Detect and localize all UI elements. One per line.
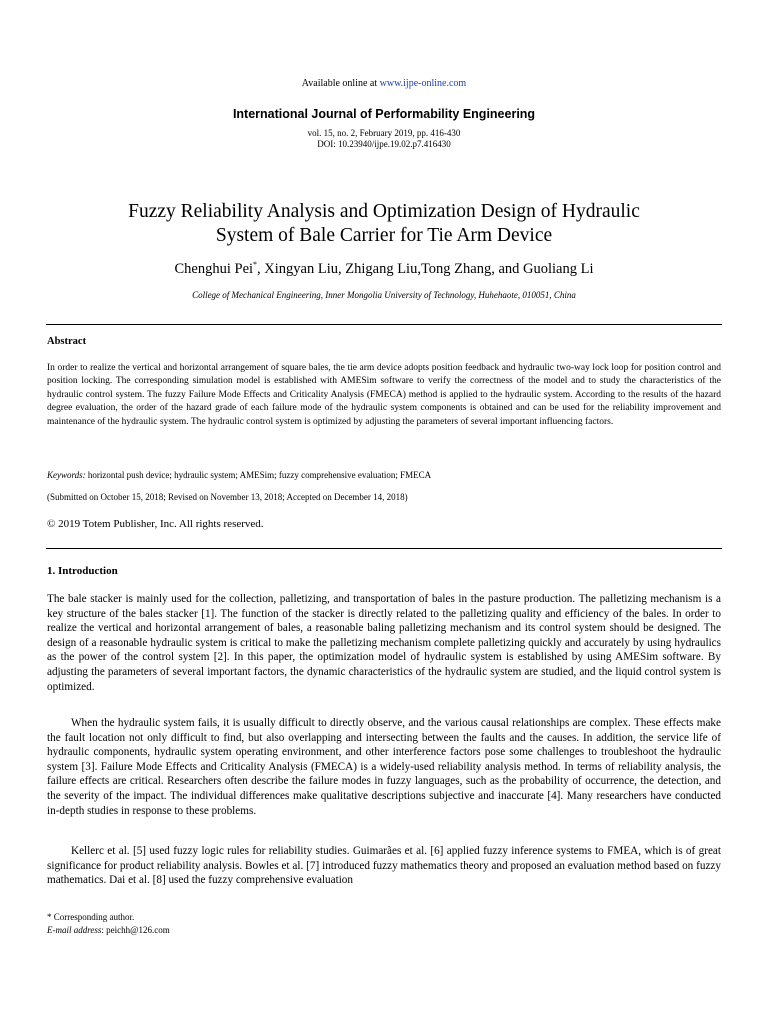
other-authors: , Xingyan Liu, Zhigang Liu,Tong Zhang, and Guoliang Li bbox=[257, 261, 594, 277]
intro-paragraph-3: Kellerc et al. [5] used fuzzy logic rules for reliability studies. Guimarães et al. [6] applied fuzzy inference systems to FMEA, which is of great significance for product reliability analysis. Bowles et al. [7] introduced fuzzy mathematics theory and proposed an evaluation method based on fuzzy mathematics. Dai et al. [8] used the fuzzy comprehensive evaluation bbox=[47, 845, 721, 887]
author-list bbox=[0, 260, 768, 278]
corresponding-author-note: * Corresponding author. bbox=[47, 912, 135, 922]
intro-paragraph-2: When the hydraulic system fails, it is usually difficult to directly observe, and the various causal relationships are complex. These effects make the fault location not only difficult to find, but also overlapping and intersecting between the faults and the causes. In addition, the service life of hydraulic components, hydraulic system operating environment, and other interference factors pose some challenges to troubleshoot the hydraulic system [3]. Failure Mode Effects and Criticality Analysis (FMECA) is a widely-used reliability analysis method. In terms of reliability analysis, the failure effects are critical. Researchers often describe the failure modes in fuzzy languages, such as the probability of occurrence, the detection, and the severity of the impact. The individual differences make qualitative descriptions subjective and inaccurate [4]. Many researchers have conducted in-depth studies in response to these problems. bbox=[47, 717, 721, 817]
email-label: E-mail address bbox=[47, 924, 102, 935]
title-line-1: Fuzzy Reliability Analysis and Optimization Design of Hydraulic bbox=[128, 201, 640, 222]
first-author: Chenghui Pei bbox=[174, 261, 254, 277]
footnote bbox=[47, 911, 170, 936]
journal-name: International Journal of Performability Engineering bbox=[232, 107, 536, 121]
doi-line: DOI: 10.23940/ijpe.19.02.p7.416430 bbox=[317, 138, 451, 149]
email-line bbox=[47, 924, 170, 937]
introduction-heading: 1. Introduction bbox=[47, 565, 118, 577]
copyright-notice: © 2019 Totem Publisher, Inc. All rights reserved. bbox=[47, 518, 264, 530]
abstract-heading: Abstract bbox=[47, 336, 87, 347]
availability-line bbox=[0, 78, 768, 89]
intro-paragraph-1: The bale stacker is mainly used for the collection, palletizing, and transportation of bales in the pasture production. The palletizing mechanism is a key structure of the bales stacker [1]. The function of the stacker is directly related to the palletizing quality and efficiency of the bales. In order to realize the vertical and horizontal arrangement of bales, a reasonable baling palletizing mechanism and its control system should be designed. The design of a reasonable hydraulic system is critical to make the palletizing mechanism complete palletizing quickly and accurately by using hydraulics as the power of the control system [2]. In this paper, the optimization model of hydraulic system is established by using AMESim software. By adjusting the parameters of several important factors, the dynamic characteristics of the hydraulic system are studied, and the liquid control system is optimized. bbox=[47, 593, 721, 693]
affiliation: College of Mechanical Engineering, Inner Mongolia University of Technology, Huhehaote, 010051, China bbox=[192, 290, 576, 300]
corresponding-mark: * bbox=[253, 260, 258, 269]
divider-bottom bbox=[46, 548, 722, 549]
keywords-label: Keywords: bbox=[47, 470, 86, 480]
abstract-text: In order to realize the vertical and horizontal arrangement of square bales, the tie arm device adopts position feedback and hydraulic two-way lock loop for position control and position locking. The corresponding simulation model is established with AMESim software to verify the correctness of the model and to study the characteristics of the hydraulic control system. The fuzzy Failure Mode Effects and Criticality Analysis (FMECA) method is applied to the hydraulic system. According to the results of the hazard degree evaluation, the order of the hazard grade of each failure mode of the hydraulic system components is obtained and can be used for the reliability improvement and maintenance of the hydraulic system. The hydraulic control system is optimized by adjusting the parameters of several important influencing factors. bbox=[47, 363, 721, 427]
email-address: : peichh@126.com bbox=[101, 924, 170, 935]
title-line-2: System of Bale Carrier for Tie Arm Device bbox=[215, 225, 553, 246]
availability-prefix: Available online at bbox=[301, 78, 380, 89]
divider-top bbox=[46, 324, 722, 325]
journal-website-link[interactable]: www.ijpe-online.com bbox=[379, 78, 467, 89]
keywords-list: horizontal push device; hydraulic system; AMESim; fuzzy comprehensive evaluation; FMECA bbox=[85, 470, 432, 480]
submission-dates: (Submitted on October 15, 2018; Revised on November 13, 2018; Accepted on December 14, 2018) bbox=[47, 492, 408, 502]
keywords-line bbox=[47, 470, 431, 480]
paper-title bbox=[0, 200, 768, 248]
volume-line: vol. 15, no. 2, February 2019, pp. 416-430 bbox=[307, 128, 461, 138]
volume-info bbox=[0, 128, 768, 149]
